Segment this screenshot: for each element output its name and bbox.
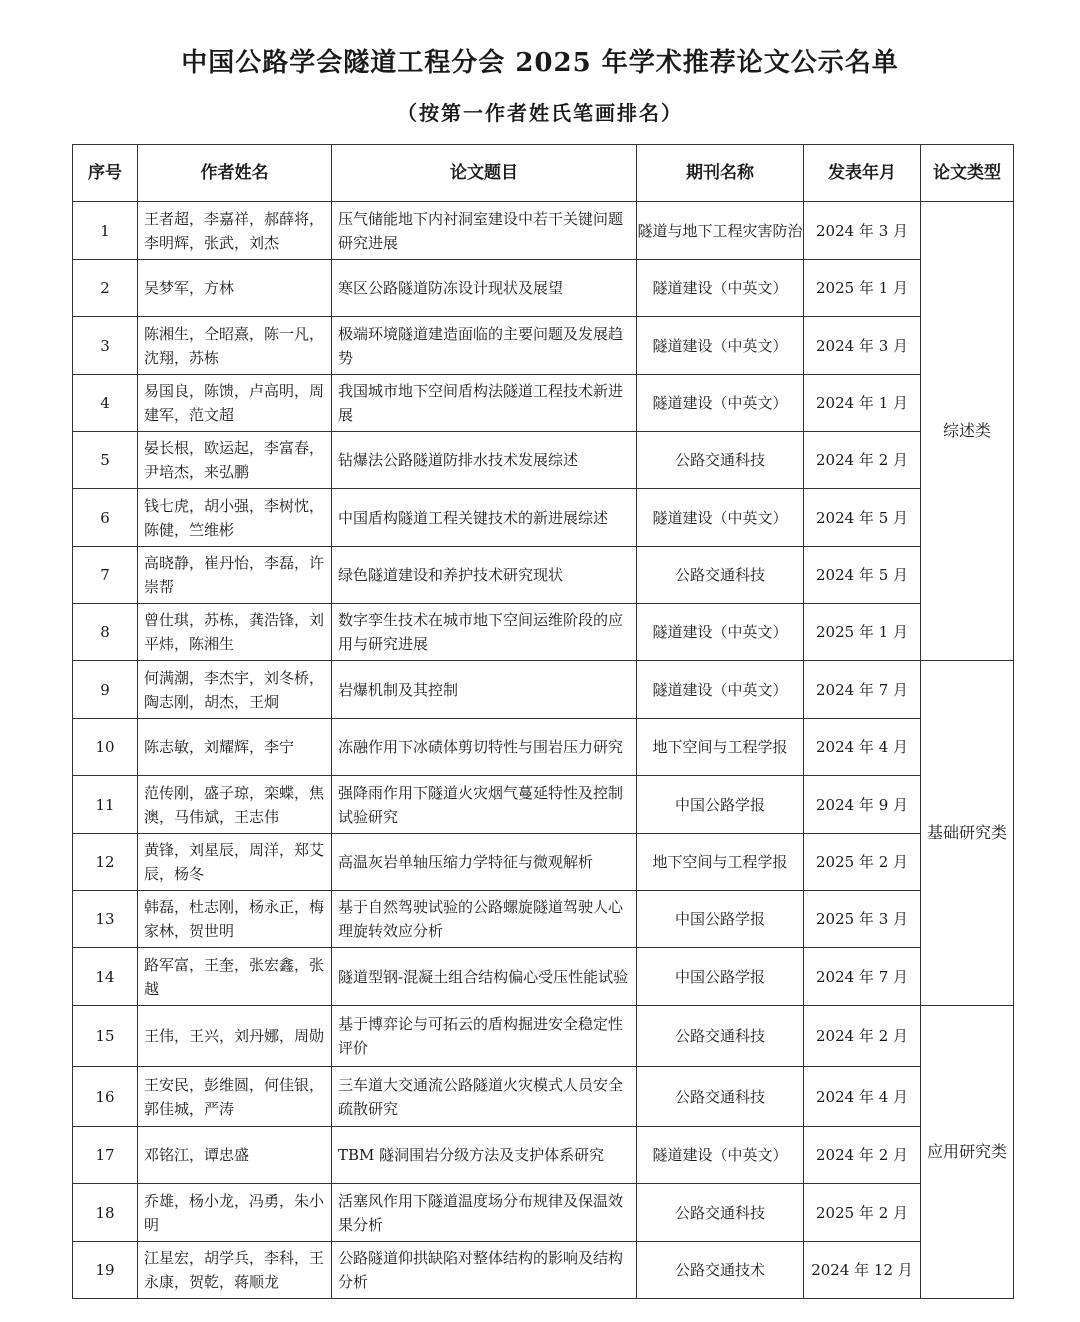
row-number: 13 bbox=[73, 891, 138, 948]
row-number: 7 bbox=[73, 547, 138, 604]
row-number: 16 bbox=[73, 1067, 138, 1127]
row-date: 2024 年 12 月 bbox=[804, 1242, 921, 1299]
row-date: 2025 年 1 月 bbox=[804, 260, 921, 317]
row-journal: 中国公路学报 bbox=[637, 776, 804, 834]
table-row bbox=[73, 547, 1014, 604]
row-authors: 范传刚，盛子琼，栾蝶，焦澳，马伟斌，王志伟 bbox=[138, 776, 332, 834]
row-date: 2024 年 2 月 bbox=[804, 1127, 921, 1184]
row-number: 4 bbox=[73, 375, 138, 432]
row-paper-title: 三车道大交通流公路隧道火灾模式人员安全疏散研究 bbox=[332, 1067, 637, 1127]
row-date: 2024 年 4 月 bbox=[804, 719, 921, 776]
row-journal: 中国公路学报 bbox=[637, 891, 804, 948]
row-date: 2024 年 1 月 bbox=[804, 375, 921, 432]
row-number: 1 bbox=[73, 202, 138, 260]
table-row bbox=[73, 891, 1014, 948]
table-header-row bbox=[73, 145, 1014, 202]
row-date: 2024 年 2 月 bbox=[804, 432, 921, 489]
table-row bbox=[73, 317, 1014, 375]
row-authors: 钱七虎，胡小强，李树忱，陈健，竺维彬 bbox=[138, 489, 332, 547]
row-journal: 隧道建设（中英文） bbox=[637, 1127, 804, 1184]
table-row bbox=[73, 1067, 1014, 1127]
row-number: 5 bbox=[73, 432, 138, 489]
row-paper-title: 压气储能地下内衬洞室建设中若干关键问题研究进展 bbox=[332, 202, 637, 260]
row-number: 9 bbox=[73, 661, 138, 719]
row-journal: 公路交通科技 bbox=[637, 432, 804, 489]
row-number: 19 bbox=[73, 1242, 138, 1299]
row-number: 17 bbox=[73, 1127, 138, 1184]
row-journal: 隧道建设（中英文） bbox=[637, 661, 804, 719]
row-paper-type: 应用研究类 bbox=[921, 1006, 1014, 1299]
row-authors: 吴梦军，方林 bbox=[138, 260, 332, 317]
row-authors: 韩磊，杜志刚，杨永正，梅家林，贺世明 bbox=[138, 891, 332, 948]
table-row bbox=[73, 948, 1014, 1006]
row-authors: 邓铭江，谭忠盛 bbox=[138, 1127, 332, 1184]
row-journal: 公路交通科技 bbox=[637, 1184, 804, 1242]
row-authors: 乔雄，杨小龙，冯勇，朱小明 bbox=[138, 1184, 332, 1242]
row-journal: 公路交通科技 bbox=[637, 1067, 804, 1127]
row-paper-title: 岩爆机制及其控制 bbox=[332, 661, 637, 719]
row-number: 3 bbox=[73, 317, 138, 375]
row-journal: 隧道建设（中英文） bbox=[637, 375, 804, 432]
row-date: 2024 年 5 月 bbox=[804, 547, 921, 604]
table-row bbox=[73, 834, 1014, 891]
row-paper-title: 高温灰岩单轴压缩力学特征与微观解析 bbox=[332, 834, 637, 891]
row-paper-type: 基础研究类 bbox=[921, 661, 1014, 1006]
row-journal: 隧道建设（中英文） bbox=[637, 489, 804, 547]
row-paper-title: 寒区公路隧道防冻设计现状及展望 bbox=[332, 260, 637, 317]
row-journal: 地下空间与工程学报 bbox=[637, 834, 804, 891]
row-number: 15 bbox=[73, 1006, 138, 1067]
row-paper-title: 基于博弈论与可拓云的盾构掘进安全稳定性评价 bbox=[332, 1006, 637, 1067]
row-journal: 隧道建设（中英文） bbox=[637, 604, 804, 661]
row-number: 2 bbox=[73, 260, 138, 317]
row-paper-title: 绿色隧道建设和养护技术研究现状 bbox=[332, 547, 637, 604]
table-row bbox=[73, 719, 1014, 776]
row-number: 14 bbox=[73, 948, 138, 1006]
row-date: 2024 年 2 月 bbox=[804, 1006, 921, 1067]
row-date: 2024 年 3 月 bbox=[804, 317, 921, 375]
row-journal: 隧道建设（中英文） bbox=[637, 260, 804, 317]
row-journal: 公路交通科技 bbox=[637, 1006, 804, 1067]
row-authors: 高晓静，崔丹怡，李磊，许崇帮 bbox=[138, 547, 332, 604]
header-authors: 作者姓名 bbox=[138, 145, 332, 202]
row-paper-title: 冻融作用下冰碛体剪切特性与围岩压力研究 bbox=[332, 719, 637, 776]
table-row bbox=[73, 776, 1014, 834]
table-row bbox=[73, 661, 1014, 719]
paper-list-table bbox=[72, 144, 1014, 1299]
row-number: 8 bbox=[73, 604, 138, 661]
table-row bbox=[73, 260, 1014, 317]
row-paper-title: 极端环境隧道建造面临的主要问题及发展趋势 bbox=[332, 317, 637, 375]
row-authors: 晏长根，欧运起，李富春，尹培杰，来弘鹏 bbox=[138, 432, 332, 489]
row-journal: 地下空间与工程学报 bbox=[637, 719, 804, 776]
row-authors: 王安民，彭维圆，何佳银，郭佳城，严涛 bbox=[138, 1067, 332, 1127]
header-title: 论文题目 bbox=[332, 145, 637, 202]
table-body bbox=[73, 202, 1014, 1299]
row-paper-title: 数字孪生技术在城市地下空间运维阶段的应用与研究进展 bbox=[332, 604, 637, 661]
row-journal: 隧道与地下工程灾害防治 bbox=[637, 202, 804, 260]
page-subtitle: （按第一作者姓氏笔画排名） bbox=[397, 101, 683, 125]
table-row bbox=[73, 1242, 1014, 1299]
row-paper-type: 综述类 bbox=[921, 202, 1014, 661]
row-paper-title: 钻爆法公路隧道防排水技术发展综述 bbox=[332, 432, 637, 489]
header-journal: 期刊名称 bbox=[637, 145, 804, 202]
row-paper-title: 我国城市地下空间盾构法隧道工程技术新进展 bbox=[332, 375, 637, 432]
row-date: 2025 年 2 月 bbox=[804, 1184, 921, 1242]
row-authors: 黄锋，刘星辰，周洋，郑艾辰，杨冬 bbox=[138, 834, 332, 891]
row-authors: 曾仕琪，苏栋，龚浩锋，刘平炜，陈湘生 bbox=[138, 604, 332, 661]
row-paper-title: 中国盾构隧道工程关键技术的新进展综述 bbox=[332, 489, 637, 547]
row-date: 2024 年 3 月 bbox=[804, 202, 921, 260]
row-authors: 何满潮，李杰宇，刘冬桥，陶志刚，胡杰，王炯 bbox=[138, 661, 332, 719]
table-row bbox=[73, 202, 1014, 260]
row-journal: 隧道建设（中英文） bbox=[637, 317, 804, 375]
row-authors: 王伟，王兴，刘丹娜，周勋 bbox=[138, 1006, 332, 1067]
row-paper-title: 基于自然驾驶试验的公路螺旋隧道驾驶人心理旋转效应分析 bbox=[332, 891, 637, 948]
row-date: 2025 年 3 月 bbox=[804, 891, 921, 948]
table-row bbox=[73, 489, 1014, 547]
row-journal: 中国公路学报 bbox=[637, 948, 804, 1006]
row-date: 2024 年 7 月 bbox=[804, 661, 921, 719]
row-paper-title: 活塞风作用下隧道温度场分布规律及保温效果分析 bbox=[332, 1184, 637, 1242]
row-authors: 王者超，李嘉祥，郝薛将，李明辉，张武，刘杰 bbox=[138, 202, 332, 260]
row-paper-title: TBM 隧洞围岩分级方法及支护体系研究 bbox=[332, 1127, 637, 1184]
row-paper-title: 强降雨作用下隧道火灾烟气蔓延特性及控制试验研究 bbox=[332, 776, 637, 834]
page-title: 中国公路学会隧道工程分会 2025 年学术推荐论文公示名单 bbox=[181, 48, 899, 78]
row-number: 11 bbox=[73, 776, 138, 834]
row-authors: 江星宏，胡学兵，李科，王永康，贺乾，蒋顺龙 bbox=[138, 1242, 332, 1299]
table-row bbox=[73, 1184, 1014, 1242]
row-paper-title: 隧道型钢-混凝土组合结构偏心受压性能试验 bbox=[332, 948, 637, 1006]
row-date: 2025 年 2 月 bbox=[804, 834, 921, 891]
row-journal: 公路交通技术 bbox=[637, 1242, 804, 1299]
header-no: 序号 bbox=[73, 145, 138, 202]
row-authors: 陈志敏，刘耀辉，李宁 bbox=[138, 719, 332, 776]
header-type: 论文类型 bbox=[921, 145, 1014, 202]
row-date: 2024 年 7 月 bbox=[804, 948, 921, 1006]
row-number: 10 bbox=[73, 719, 138, 776]
row-number: 12 bbox=[73, 834, 138, 891]
row-number: 18 bbox=[73, 1184, 138, 1242]
row-authors: 陈湘生，仝昭熹，陈一凡，沈翔，苏栋 bbox=[138, 317, 332, 375]
table-row bbox=[73, 604, 1014, 661]
table-row bbox=[73, 1127, 1014, 1184]
table-row bbox=[73, 432, 1014, 489]
row-journal: 公路交通科技 bbox=[637, 547, 804, 604]
table-row bbox=[73, 375, 1014, 432]
row-date: 2025 年 1 月 bbox=[804, 604, 921, 661]
row-paper-title: 公路隧道仰拱缺陷对整体结构的影响及结构分析 bbox=[332, 1242, 637, 1299]
row-authors: 路军富，王奎，张宏鑫，张越 bbox=[138, 948, 332, 1006]
row-number: 6 bbox=[73, 489, 138, 547]
row-date: 2024 年 9 月 bbox=[804, 776, 921, 834]
row-authors: 易国良，陈馈，卢高明，周建军，范文超 bbox=[138, 375, 332, 432]
row-date: 2024 年 4 月 bbox=[804, 1067, 921, 1127]
table-row bbox=[73, 1006, 1014, 1067]
row-date: 2024 年 5 月 bbox=[804, 489, 921, 547]
header-date: 发表年月 bbox=[804, 145, 921, 202]
